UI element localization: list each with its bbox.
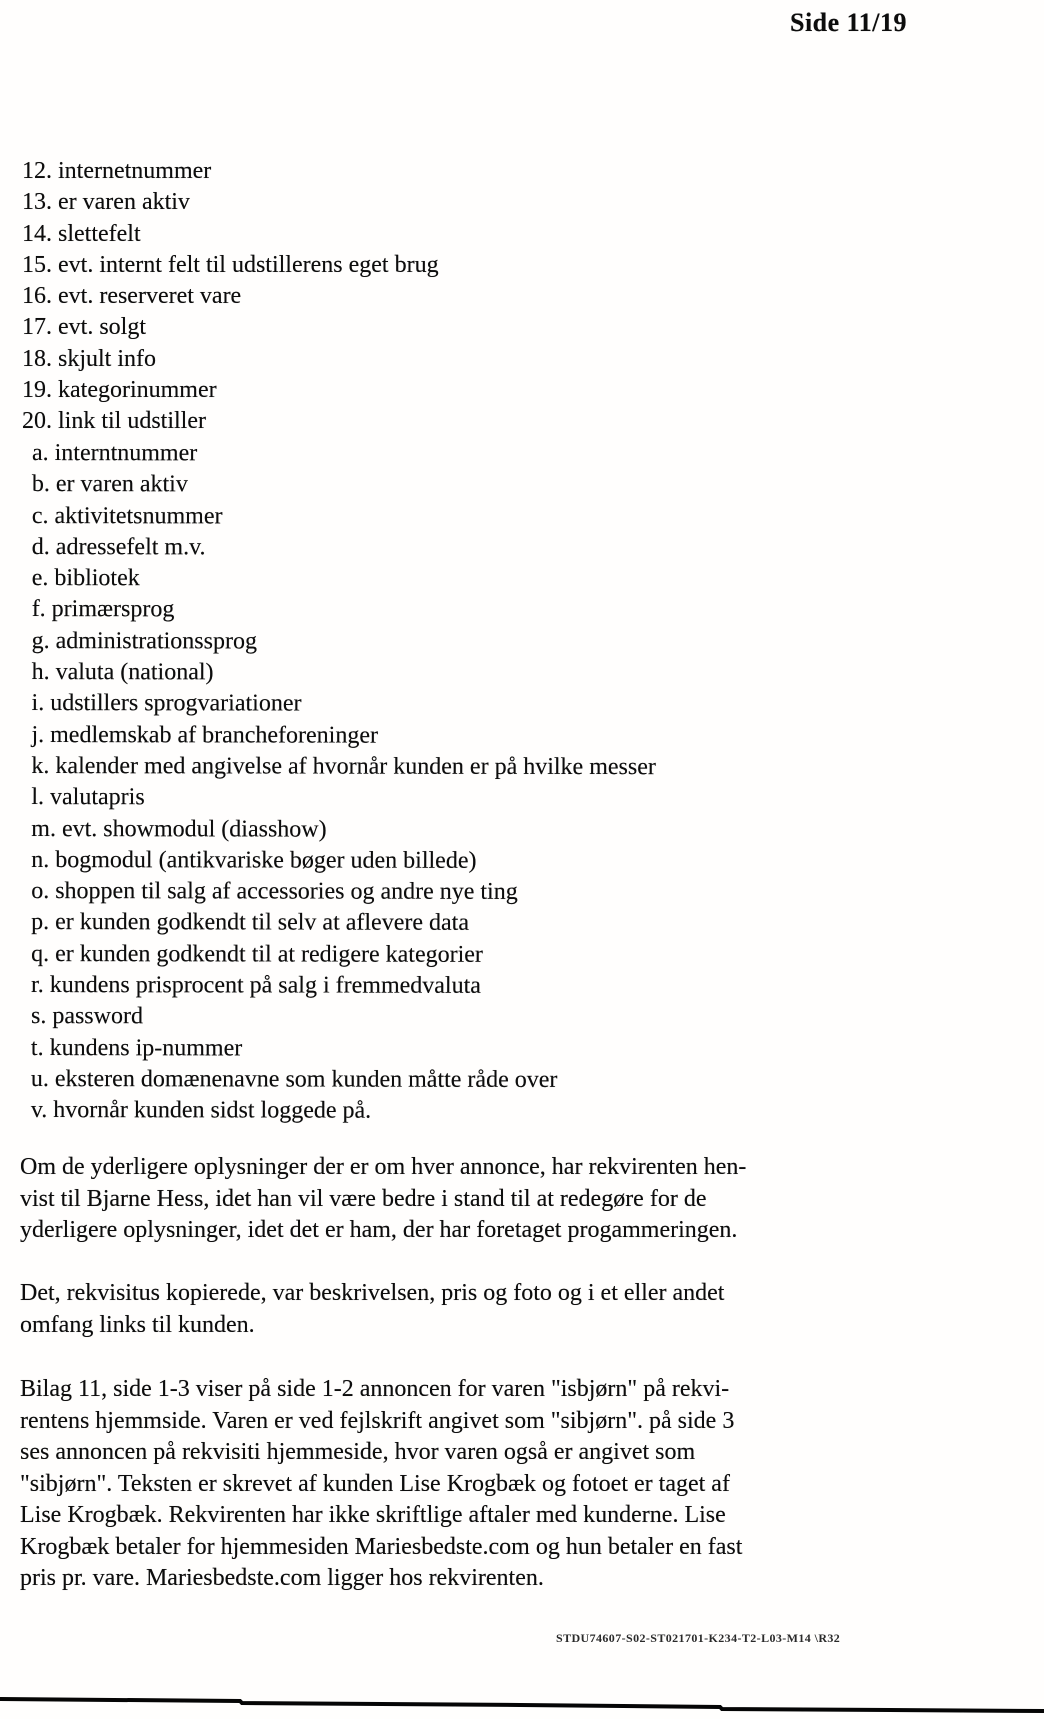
list-item: 16. evt. reserveret vare <box>22 283 242 310</box>
list-item: 18. skjult info <box>22 345 157 372</box>
list-item: e. bibliotek <box>31 564 140 592</box>
list-item: q. er kunden godkendt til at redigere kategorier <box>31 940 483 968</box>
list-item: u. eksteren domænenavne som kunden måtte råde over <box>30 1065 558 1093</box>
list-item: 13. er varen aktiv <box>22 189 190 216</box>
list-item: h. valuta (national) <box>31 658 214 686</box>
list-item: 15. evt. internt felt til udstillerens eget brug <box>22 251 439 278</box>
paragraph-line: Bilag 11, side 1-3 viser på side 1-2 annoncen for varen "isbjørn" på rekvi- <box>20 1376 730 1402</box>
list-item: t. kundens ip-nummer <box>30 1034 243 1061</box>
list-item: k. kalender med angivelse af hvornår kunden er på hvilke messer <box>31 752 656 780</box>
list-item: 19. kategorinummer <box>22 377 217 404</box>
paragraph-copied-content <box>20 1278 860 1341</box>
list-item: p. er kunden godkendt til selv at aflevere data <box>31 909 470 936</box>
lettered-sublist <box>21 438 657 1128</box>
list-item: a. interntnummer <box>31 439 198 466</box>
paragraph-bilag-11 <box>20 1374 860 1595</box>
list-item: 12. internetnummer <box>22 158 212 184</box>
page-number: Side 11/19 <box>790 8 907 37</box>
list-item: n. bogmodul (antikvariske bøger uden billede) <box>31 846 477 874</box>
paragraph-line: Krogbæk betaler for hjemmesiden Mariesbedste.com og hun betaler en fast <box>20 1533 743 1560</box>
list-item: o. shoppen til salg af accessories og andre nye ting <box>31 877 518 905</box>
paragraph-line: rentens hjemmside. Varen er ved fejlskrift angivet som "sibjørn". på side 3 <box>20 1407 735 1434</box>
list-item: i. udstillers sprogvariationer <box>31 690 302 717</box>
paragraph-line: omfang links til kunden. <box>20 1311 255 1338</box>
list-item: f. primærsprog <box>31 596 175 623</box>
paragraph-line: Om de yderligere oplysninger der er om hver annonce, har rekvirenten hen- <box>20 1154 747 1180</box>
list-item: c. aktivitetsnummer <box>31 502 223 529</box>
paragraph-line: yderligere oplysninger, idet det er ham, der har foretaget progammeringen. <box>20 1217 738 1243</box>
list-item: v. hvornår kunden sidst loggede på. <box>30 1096 372 1124</box>
field-list-block <box>22 156 656 1126</box>
paragraph-additional-info <box>20 1152 860 1247</box>
list-item: 17. evt. solgt <box>22 314 146 341</box>
list-item: 20. link til udstiller <box>22 408 206 435</box>
paragraph-line: "sibjørn". Teksten er skrevet af kunden Lise Krogbæk og fotoet er taget af <box>20 1470 730 1497</box>
paragraph-line: vist til Bjarne Hess, idet han vil være bedre i stand til at redegøre for de <box>20 1185 707 1212</box>
list-item: r. kundens prisprocent på salg i fremmedvaluta <box>31 971 481 999</box>
numbered-list <box>22 156 656 438</box>
list-item: j. medlemskab af brancheforeninger <box>31 721 379 748</box>
list-item: m. evt. showmodul (diasshow) <box>31 815 327 842</box>
list-item: l. valutapris <box>31 783 145 811</box>
list-item: d. adressefelt m.v. <box>31 533 206 560</box>
document-reference-code: STDU74607-S02-ST021701-K234-T2-L03-M14 \R32 <box>556 1631 841 1645</box>
list-item: b. er varen aktiv <box>31 470 188 498</box>
list-item: s. password <box>30 1003 144 1030</box>
list-item: 14. slettefelt <box>22 220 141 247</box>
paragraph-line: Det, rekvisitus kopierede, var beskrivelsen, pris og foto og i et eller andet <box>20 1280 725 1306</box>
paragraph-line: pris pr. vare. Mariesbedste.com ligger hos rekvirenten. <box>20 1565 544 1591</box>
list-item: g. administrationssprog <box>31 627 257 654</box>
paragraph-line: Lise Krogbæk. Rekvirenten har ikke skriftlige aftaler med kunderne. Lise <box>20 1502 726 1528</box>
paragraph-line: ses annoncen på rekvisiti hjemmeside, hvor varen også er angivet som <box>20 1439 696 1465</box>
